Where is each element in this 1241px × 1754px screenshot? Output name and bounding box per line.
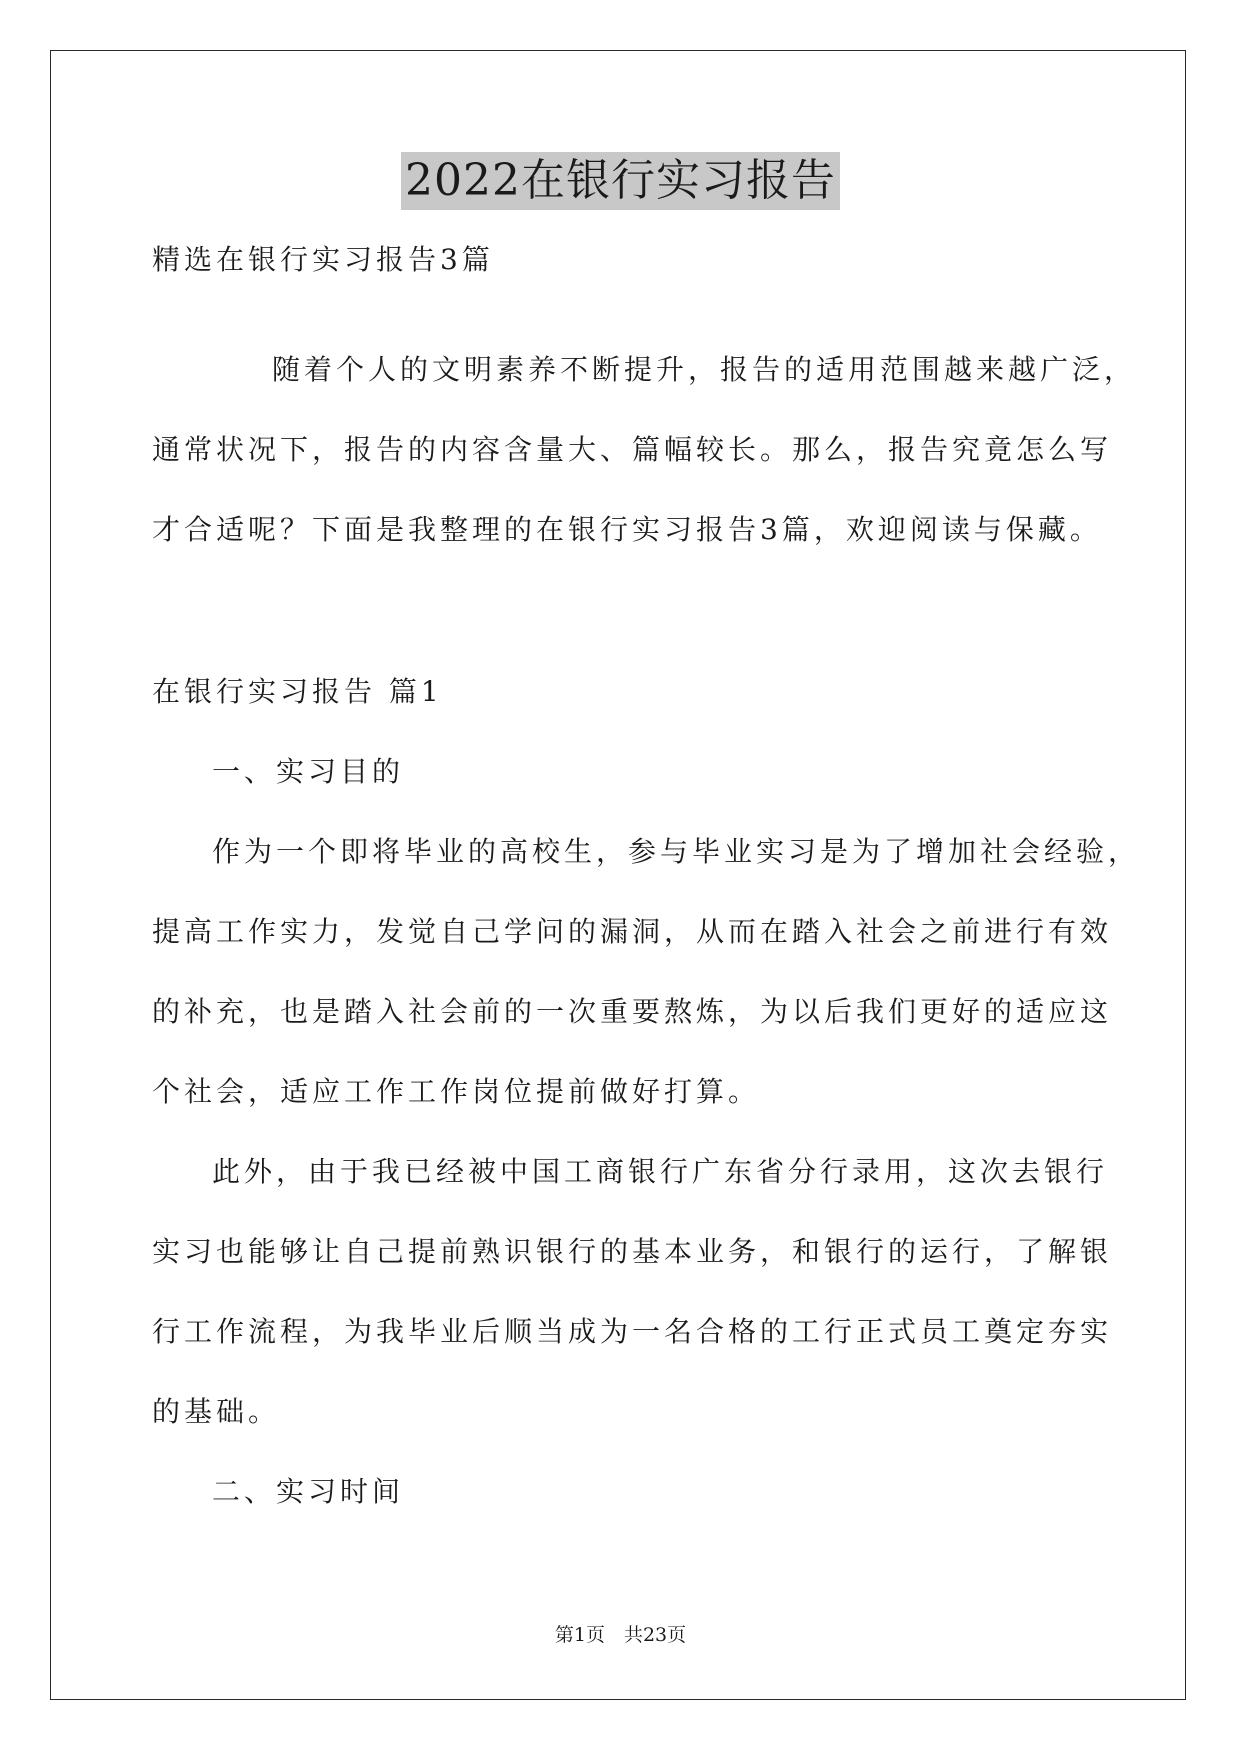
section-heading: 在银行实习报告 篇1 bbox=[152, 675, 443, 708]
page-border bbox=[50, 50, 1186, 1700]
body-paragraph-line: 的基础。 bbox=[152, 1395, 281, 1428]
body-paragraph-line: 个社会，适应工作工作岗位提前做好打算。 bbox=[152, 1075, 761, 1108]
document-title: 2022在银行实习报告 bbox=[401, 152, 840, 210]
body-paragraph-line: 实习也能够让自己提前熟识银行的基本业务，和银行的运行，了解银 bbox=[152, 1235, 1113, 1268]
body-paragraph-line: 的补充，也是踏入社会前的一次重要熬炼，为以后我们更好的适应这 bbox=[152, 995, 1113, 1028]
intro-paragraph-line: 才合适呢？下面是我整理的在银行实习报告3篇，欢迎阅读与保藏。 bbox=[152, 513, 1102, 546]
body-paragraph-line: 提高工作实力，发觉自己学问的漏洞，从而在踏入社会之前进行有效 bbox=[152, 915, 1113, 948]
body-paragraph-line: 行工作流程，为我毕业后顺当成为一名合格的工行正式员工奠定夯实 bbox=[152, 1315, 1113, 1348]
intro-paragraph-line: 通常状况下，报告的内容含量大、篇幅较长。那么，报告究竟怎么写 bbox=[152, 433, 1113, 466]
subtitle-line: 精选在银行实习报告3篇 bbox=[152, 243, 494, 276]
page-number-footer: 第1页 共23页 bbox=[554, 1624, 687, 1646]
body-paragraph-line: 作为一个即将毕业的高校生，参与毕业实习是为了增加社会经验， bbox=[212, 835, 1141, 868]
intro-paragraph-line: 随着个人的文明素养不断提升，报告的适用范围越来越广泛， bbox=[272, 353, 1137, 386]
subsection-heading: 二、实习时间 bbox=[212, 1475, 405, 1508]
subsection-heading: 一、实习目的 bbox=[212, 755, 405, 788]
body-paragraph-line: 此外，由于我已经被中国工商银行广东省分行录用，这次去银行 bbox=[212, 1155, 1109, 1188]
title-container bbox=[0, 152, 1241, 210]
